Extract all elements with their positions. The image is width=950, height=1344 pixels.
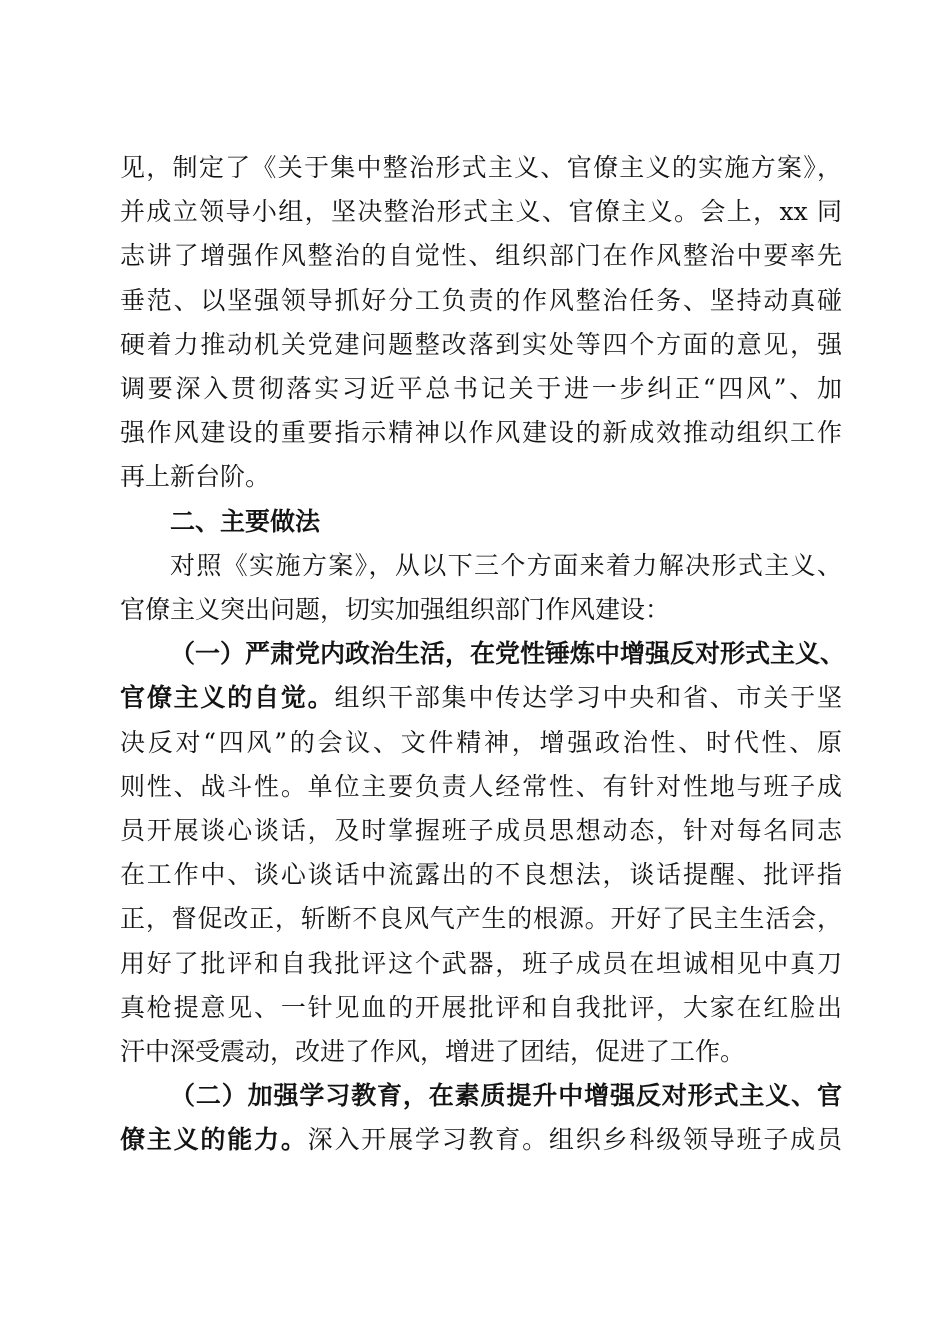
text-line: 强作风建设的重要指示精神以作风建设的新成效推动组织工作 — [120, 418, 842, 448]
item-2-title-end: 僚主义的能力。 — [120, 1125, 308, 1155]
text-line: 用好了批评和自我批评这个武器，班子成员在坦诚相见中真刀 — [120, 948, 842, 978]
text-line — [120, 1118, 842, 1162]
text-line: 在工作中、谈心谈话中流露出的不良想法，谈话提醒、批评指 — [120, 860, 842, 890]
text-line: 并成立领导小组，坚决整治形式主义、官僚主义。会上，xx 同 — [120, 197, 842, 227]
text-line: 汗中深受震动，改进了作风，增进了团结，促进了工作。 — [120, 1037, 746, 1067]
paragraph-item-1 — [120, 632, 846, 1074]
item-2-title: （二）加强学习教育，在素质提升中增强反对形式主义、官 — [170, 1081, 842, 1111]
text-line: 垂范、以坚强领导抓好分工负责的作风整治任务、坚持动真碰 — [120, 285, 842, 315]
text-line: 再上新台阶。 — [120, 462, 271, 492]
text-line: 真枪提意见、一针见血的开展批评和自我批评，大家在红脸出 — [120, 992, 842, 1022]
paragraph-meeting-summary — [120, 146, 842, 500]
item-1-title: （一）严肃党内政治生活，在党性锤炼中增强反对形式主义、 — [170, 639, 846, 669]
paragraph-intro — [120, 544, 842, 632]
item-1-title-end: 官僚主义的自觉。 — [120, 683, 335, 713]
text-line — [120, 676, 842, 720]
text-line: 官僚主义突出问题，切实加强组织部门作风建设： — [120, 595, 671, 625]
text-line: 调要深入贯彻落实习近平总书记关于进一步纠正“四风”、加 — [120, 374, 842, 404]
item-2-body-start: 深入开展学习教育。组织乡科级领导班子成员 — [307, 1125, 842, 1155]
text-line: 则性、战斗性。单位主要负责人经常性、有针对性地与班子成 — [120, 771, 842, 801]
text-line: 志讲了增强作风整治的自觉性、组织部门在作风整治中要率先 — [120, 241, 842, 271]
section-heading: 二、主要做法 — [170, 506, 321, 536]
text-line: 见，制定了《关于集中整治形式主义、官僚主义的实施方案》， — [120, 153, 842, 182]
text-line: 硬着力推动机关党建问题整改落到实处等四个方面的意见，强 — [120, 329, 842, 359]
text-line: 员开展谈心谈话，及时掌握班子成员思想动态，针对每名同志 — [120, 816, 842, 846]
paragraph-item-2 — [120, 1074, 842, 1162]
document-body — [120, 146, 846, 1163]
text-line: 对照《实施方案》，从以下三个方面来着力解决形式主义、 — [170, 550, 842, 580]
text-line: 决反对“四风”的会议、文件精神，增强政治性、时代性、原 — [120, 727, 842, 757]
item-1-body-start: 组织干部集中传达学习中央和省、市关于坚 — [334, 683, 842, 713]
text-line: 正，督促改正，斩断不良风气产生的根源。开好了民主生活会， — [120, 904, 842, 934]
